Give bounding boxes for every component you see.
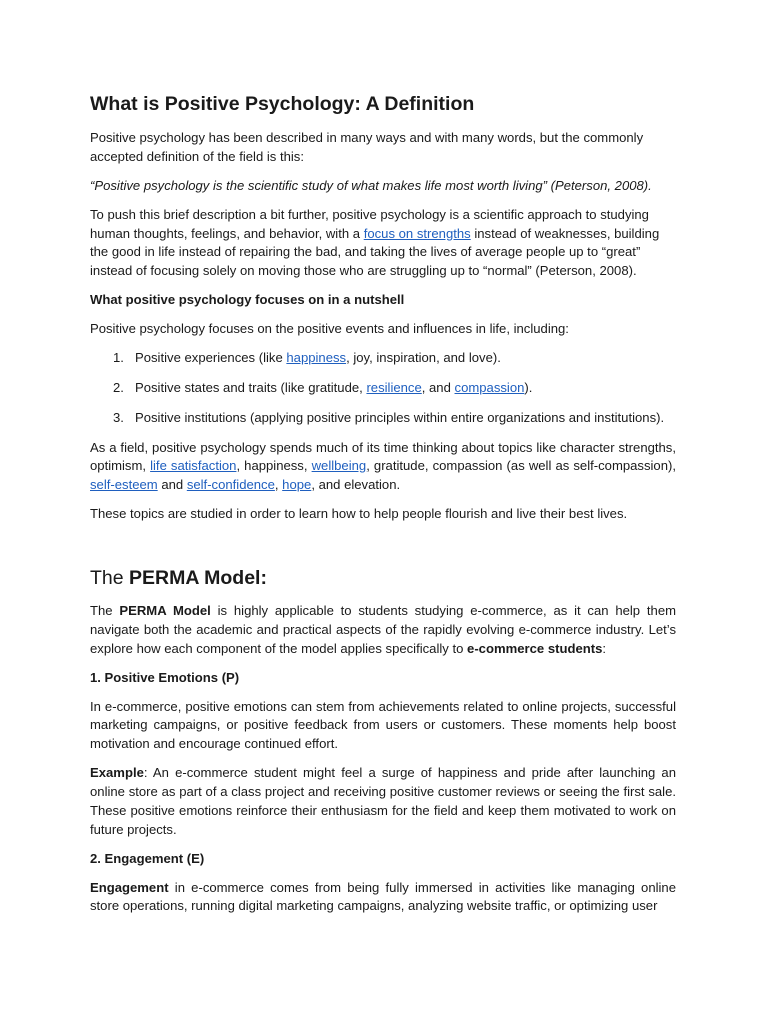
focus-list — [90, 349, 676, 427]
engagement-text: in e-commerce comes from being fully immersed in activities like managing online store operations, running digital marketing campaigns, analyzing website traffic, or optimizing user — [90, 879, 676, 914]
list-number: 3. — [113, 409, 124, 425]
perma-model-bold: PERMA Model — [119, 603, 211, 619]
description-paragraph — [90, 206, 676, 281]
field-text-b: , happiness, — [236, 458, 312, 474]
subheading-nutshell: What positive psychology focuses on in a nutshell — [90, 292, 405, 308]
field-paragraph — [90, 439, 676, 495]
heading-engagement: 2. Engagement (E) — [90, 850, 205, 866]
field-text-c: , gratitude, compassion (as well as self-compassion), — [366, 458, 676, 474]
closing-paragraph: These topics are studied in order to learn how to help people flourish and live their best lives. — [90, 506, 628, 522]
link-hope[interactable]: hope — [282, 477, 312, 493]
link-self-confidence[interactable]: self-confidence — [186, 477, 275, 493]
perma-title-plain: The — [90, 567, 130, 590]
list-number: 2. — [113, 379, 124, 395]
section-title-definition: What is Positive Psychology: A Definition — [90, 93, 475, 115]
perma-intro-b: is highly applicable to students studying e-commerce, as it can help them navigate both the academic and practical aspects of the rapidly evolving e-commerce industry. Let’s explore how each component of the model applies specifically to — [90, 603, 677, 656]
focus-intro: Positive psychology focuses on the positive events and influences in life, including: — [90, 321, 569, 337]
engagement-label: Engagement — [90, 879, 169, 895]
heading-positive-emotions: 1. Positive Emotions (P) — [90, 669, 240, 685]
perma-intro — [90, 602, 676, 658]
field-text-a: As a field, positive psychology spends much of its time thinking about topics like character strengths, optimism, — [90, 439, 676, 474]
list-number: 1. — [113, 350, 124, 366]
link-wellbeing[interactable]: wellbeing — [311, 458, 367, 474]
description-text-a: To push this brief description a bit further, positive psychology is a scientific approach to studying human thoughts, feelings, and behavior, with a — [90, 206, 649, 241]
example-text: : An e-commerce student might feel a surge of happiness and pride after launching an online store as part of a class project and receiving positive customer reviews or seeing the first sale. These positive emotions reinforce their enthusiasm for the field and keep them motivated to work on future projects. — [90, 765, 676, 837]
link-focus-on-strengths[interactable]: focus on strengths — [363, 225, 471, 241]
link-resilience[interactable]: resilience — [366, 379, 422, 395]
section-spacer — [90, 534, 676, 564]
link-life-satisfaction[interactable]: life satisfaction — [150, 458, 237, 474]
example-paragraph — [90, 764, 676, 839]
document-body — [90, 90, 676, 926]
perma-intro-c: : — [602, 640, 607, 656]
list-item — [90, 379, 676, 398]
list-text: , joy, inspiration, and love). — [346, 350, 501, 366]
definition-quote: “Positive psychology is the scientific study of what makes life most worth living” (Peterson, 2008). — [90, 177, 652, 193]
perma-intro-a: The — [90, 603, 120, 619]
list-text: Positive states and traits (like gratitude, — [135, 379, 367, 395]
section-title-perma — [90, 564, 676, 592]
field-text-d: and — [157, 477, 187, 493]
intro-paragraph: Positive psychology has been described in many ways and with many words, but the commonly accepted definition of the field is this: — [90, 130, 644, 164]
list-text: ). — [524, 379, 533, 395]
list-item — [90, 349, 676, 368]
field-text-f: , and elevation. — [311, 477, 401, 493]
link-compassion[interactable]: compassion — [454, 379, 525, 395]
link-self-esteem[interactable]: self-esteem — [90, 477, 158, 493]
field-text-e: , — [274, 477, 283, 493]
positive-emotions-text: In e-commerce, positive emotions can stem from achievements related to online projects, successful marketing campaigns, or positive feedback from users or customers. These moments help boost motivation and encourage continued effort. — [90, 698, 676, 752]
list-text: Positive institutions (applying positive principles within entire organizations and institutions). — [135, 409, 665, 425]
ecommerce-students-bold: e-commerce students — [467, 640, 603, 656]
perma-title-bold: PERMA Model: — [129, 567, 267, 590]
example-label: Example — [90, 765, 144, 781]
engagement-paragraph — [90, 879, 676, 917]
list-text: , and — [421, 379, 455, 395]
list-text: Positive experiences (like — [135, 350, 287, 366]
list-item — [90, 409, 676, 428]
description-text-b: instead of weaknesses, building the good in life instead of repairing the bad, and taking the lives of average people up to “great” instead of focusing solely on moving those who are struggling up to “normal” (Peterson, 2008). — [90, 225, 660, 279]
link-happiness[interactable]: happiness — [286, 350, 347, 366]
